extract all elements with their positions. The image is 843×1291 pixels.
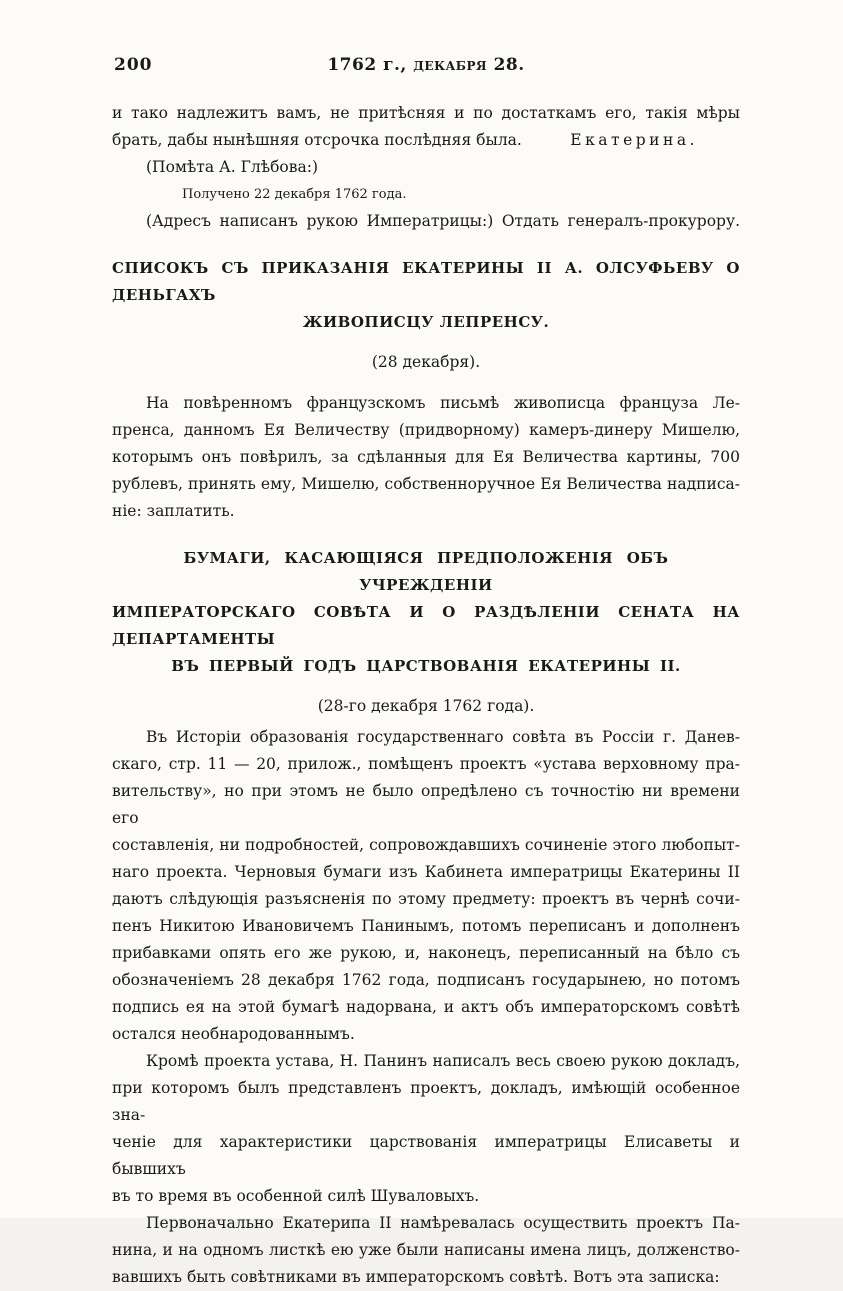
- text-line: вительству», но при этомъ не было опредѣлено съ точностію ни времени его: [112, 782, 740, 827]
- text-line: ніе: заплатить.: [112, 502, 235, 520]
- section-order-leprince: [112, 255, 740, 525]
- text-line: вавшихъ быть совѣтниками въ императорскомъ совѣтѣ. Вотъ эта записка:: [112, 1268, 720, 1286]
- text-line: остался необнародованнымъ.: [112, 1025, 355, 1043]
- text-line: при которомъ былъ представленъ проектъ, докладъ, имѣющій особенное зна-: [112, 1079, 740, 1124]
- text-line: На повѣренномъ французскомъ письмѣ живописца француза Ле-: [146, 394, 740, 412]
- text-line: въ то время въ особенной силѣ Шуваловыхъ.: [112, 1187, 480, 1205]
- text-line: наго проекта. Черновыя бумаги изъ Кабинета императрицы Екатерины II: [112, 863, 740, 881]
- header-date-month: декабря: [413, 55, 488, 75]
- header-date-year: 1762 г.,: [327, 55, 407, 75]
- text-line: нина, и на одномъ листкѣ ею уже были написаны имена лицъ, долженство-: [112, 1241, 740, 1259]
- text-line: составленія, ни подробностей, сопровождавшихъ сочиненіе этого любопыт-: [112, 836, 740, 854]
- heading-line: БУМАГИ, КАСАЮЩІЯСЯ ПРЕДПОЛОЖЕНІЯ ОБЪ УЧРЕЖДЕНІИ: [183, 549, 669, 594]
- signature: Екатерина.: [570, 131, 698, 149]
- paragraph: [112, 724, 740, 1048]
- paragraph: [112, 1048, 740, 1210]
- text-line: пренса, данномъ Ея Величеству (придворному) камеръ-динеру Мишелю,: [112, 421, 740, 439]
- annotation-received: Получено 22 декабря 1762 года.: [182, 187, 407, 202]
- paragraph: [112, 390, 740, 525]
- annotation-address: (Адресъ написанъ рукою Императрицы:) Отдать генералъ-прокурору.: [146, 212, 740, 230]
- paragraph: [112, 1210, 740, 1291]
- text-line: брать, дабы нынѣшняя отсрочка послѣдняя была.: [112, 131, 522, 149]
- text-line: обозначеніемъ 28 декабря 1762 года, подписанъ государынею, но потомъ: [112, 971, 740, 989]
- text-line: прибавками опять его же рукою, и, наконецъ, переписанный на бѣло съ: [112, 944, 740, 962]
- letter-continuation: [112, 100, 740, 235]
- running-header-date: [112, 52, 740, 79]
- page-number: 200: [114, 55, 153, 75]
- annotation-pometa: (Помѣта А. Глѣбова:): [146, 158, 318, 176]
- section-dateline: (28-го декабря 1762 года).: [317, 697, 535, 715]
- section-imperial-council-papers: [112, 545, 740, 1291]
- signature-line: [112, 127, 740, 154]
- heading-line: ВЪ ПЕРВЫЙ ГОДЪ ЦАРСТВОВАНІЯ ЕКАТЕРИНЫ II.: [171, 657, 681, 675]
- text-line: рублевъ, принять ему, Мишелю, собственноручное Ея Величества надписа-: [112, 475, 740, 493]
- section-heading: [112, 255, 740, 336]
- text-line: Кромѣ проекта устава, Н. Панинъ написалъ весь своею рукою докладъ,: [146, 1052, 740, 1070]
- text-line: даютъ слѣдующія разъясненія по этому предмету: проектъ въ чернѣ сочи-: [112, 890, 740, 908]
- text-line: ченіе для характеристики царствованія императрицы Елисаветы и бывшихъ: [112, 1133, 740, 1178]
- text-line: подпись ея на этой бумагѣ надорвана, и актъ объ императорскомъ совѣтѣ: [112, 998, 740, 1016]
- text-line: Въ Исторіи образованія государственнаго совѣта въ Россіи г. Данев-: [146, 728, 740, 746]
- header-date-day: 28.: [493, 55, 525, 75]
- section-heading: [112, 545, 740, 680]
- section-dateline: (28 декабря).: [371, 353, 481, 371]
- text-line: скаго, стр. 11 — 20, прилож., помѣщенъ проектъ «устава верховному пра-: [112, 755, 740, 773]
- heading-line: СПИСОКЪ СЪ ПРИКАЗАНІЯ ЕКАТЕРИНЫ II А. ОЛСУФЬЕВУ О ДЕНЬГАХЪ: [112, 259, 740, 304]
- heading-line: ИМПЕРАТОРСКАГО СОВѢТА И О РАЗДѢЛЕНІИ СЕНАТА НА ДЕПАРТАМЕНТЫ: [112, 603, 740, 648]
- text-line: и тако надлежитъ вамъ, не притѣсняя и по достаткамъ его, такія мѣры: [112, 104, 740, 122]
- text-line: Первоначально Екатерипа II намѣревалась осуществить проектъ Па-: [146, 1214, 740, 1232]
- text-line: пенъ Никитою Ивановичемъ Панинымъ, потомъ переписанъ и дополненъ: [112, 917, 740, 935]
- heading-line: ЖИВОПИСЦУ ЛЕПРЕНСУ.: [302, 313, 550, 331]
- running-header: [112, 52, 740, 79]
- text-line: которымъ онъ повѣрилъ, за сдѣланныя для Ея Величества картины, 700: [112, 448, 740, 466]
